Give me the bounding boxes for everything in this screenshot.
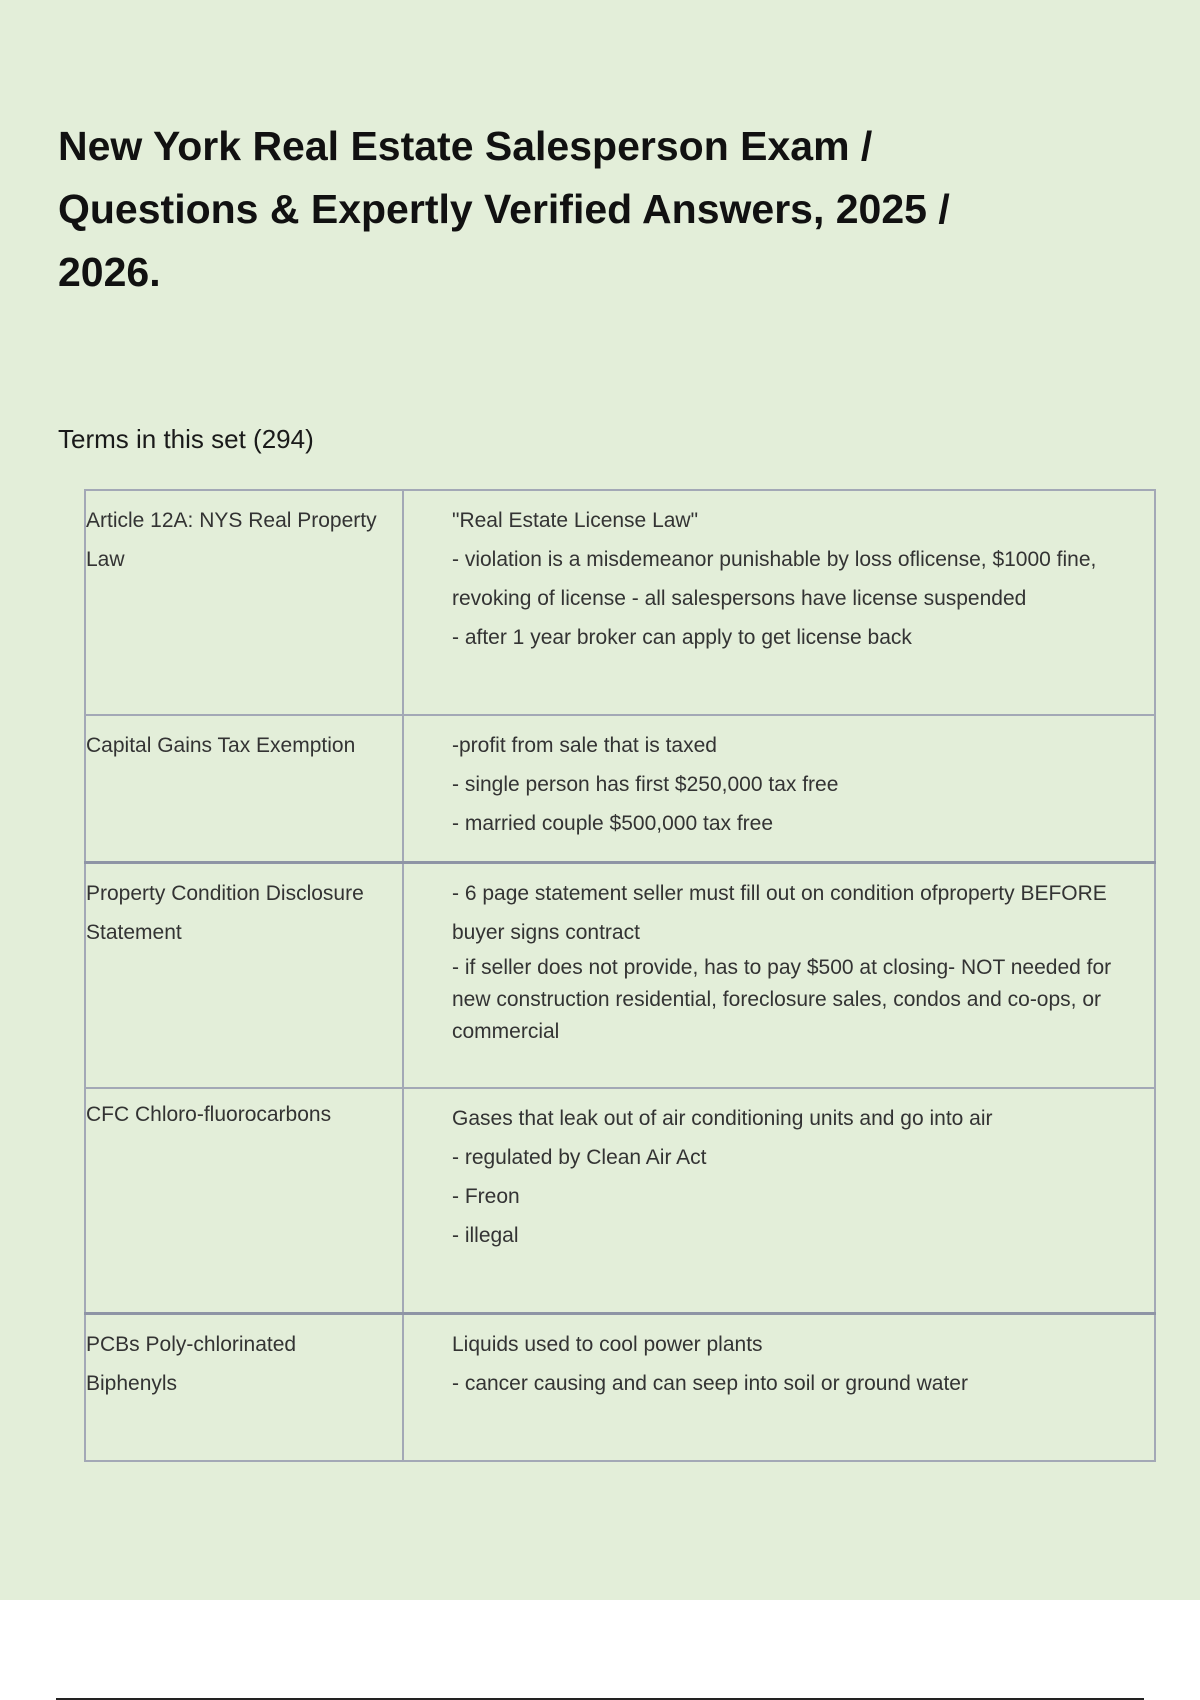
definition-line: -profit from sale that is taxed bbox=[452, 734, 717, 757]
document-title: New York Real Estate Salesperson Exam / Questions & Expertly Verified Answers, 2025 / 2026. bbox=[58, 123, 950, 295]
definition-line: Gases that leak out of air conditioning units and go into air bbox=[452, 1107, 993, 1130]
term-cell: PCBs Poly-chlorinated Biphenyls bbox=[85, 1314, 403, 1462]
definition-line: Liquids used to cool power plants bbox=[452, 1333, 763, 1356]
term-cell: Capital Gains Tax Exemption bbox=[85, 715, 403, 863]
definition-cell bbox=[403, 715, 1155, 863]
term-cell: Article 12A: NYS Real Property Law bbox=[85, 490, 403, 715]
definition-line: - 6 page statement seller must fill out on condition ofproperty BEFORE buyer signs contract bbox=[452, 882, 1107, 944]
definition-line: "Real Estate License Law" bbox=[452, 509, 699, 532]
table-row bbox=[85, 490, 1155, 715]
table-row bbox=[85, 1314, 1155, 1462]
definition-line: - married couple $500,000 tax free bbox=[452, 812, 774, 835]
terms-table bbox=[84, 489, 1156, 1462]
table-row bbox=[85, 863, 1155, 1089]
definition-line: - regulated by Clean Air Act bbox=[452, 1146, 707, 1169]
definition-cell bbox=[403, 490, 1155, 715]
definition-cell bbox=[403, 863, 1155, 1089]
definition-line: - after 1 year broker can apply to get license back bbox=[452, 626, 912, 649]
definition-line: - if seller does not provide, has to pay $500 at closing- NOT needed for new construction residential, foreclosure sales, condos and co-ops, or commercial bbox=[452, 956, 1112, 1043]
definition-cell bbox=[403, 1088, 1155, 1314]
definition-cell bbox=[403, 1314, 1155, 1462]
terms-count-label: Terms in this set (294) bbox=[58, 424, 314, 454]
definition-line: - single person has first $250,000 tax free bbox=[452, 773, 839, 796]
table-row bbox=[85, 715, 1155, 863]
definition-line: - illegal bbox=[452, 1224, 519, 1247]
definition-line: - Freon bbox=[452, 1185, 520, 1208]
definition-line: - violation is a misdemeanor punishable by loss oflicense, $1000 fine, revoking of license - all salespersons have license suspended bbox=[452, 548, 1097, 610]
term-cell: CFC Chloro-fluorocarbons bbox=[85, 1088, 403, 1314]
term-cell: Property Condition Disclosure Statement bbox=[85, 863, 403, 1089]
table-row bbox=[85, 1088, 1155, 1314]
definition-line: - cancer causing and can seep into soil or ground water bbox=[452, 1372, 968, 1395]
